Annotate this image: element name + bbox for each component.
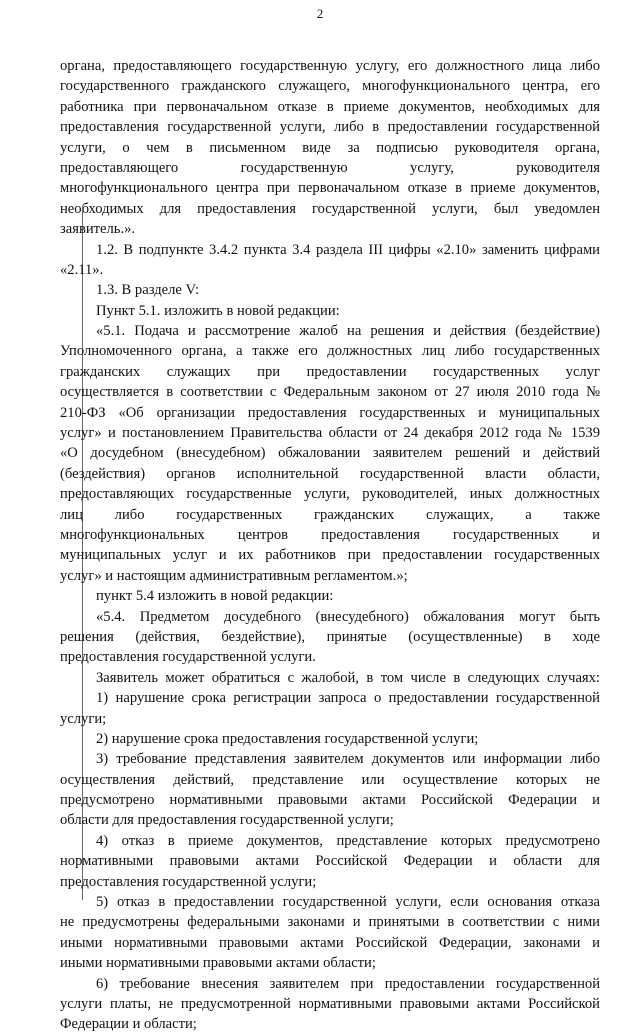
text-line: «5.4. Предметом досудебного (внесудебного) обжалования могут быть	[96, 608, 600, 625]
text-line: услуг» и настоящим административным регламентом.»;	[60, 567, 408, 584]
text-line: иными нормативными правовыми актами Российской Федерации, законами и	[60, 934, 600, 951]
text-line: 3) требование представления заявителем документов или информации либо	[96, 751, 600, 768]
text-line: 1) нарушение срока регистрации запроса о предоставлении государственной	[96, 690, 600, 707]
text-line: «О досудебном (внесудебном) обжаловании заявителем решений и действий	[60, 445, 600, 462]
text-line: иными нормативными правовыми актами области;	[60, 955, 376, 972]
text-line: нормативными правовыми актами Российской Федерации и области для	[60, 853, 600, 870]
text-line: пункт 5.4 изложить в новой редакции:	[96, 588, 334, 605]
text-line: предоставляющих государственные услуги, руководителей, иных должностных	[60, 486, 600, 503]
text-line: «2.11».	[60, 261, 104, 278]
text-line: (бездействия) органов исполнительной государственной власти области,	[60, 465, 600, 482]
text-line: необходимых для предоставления государственной услуги, был уведомлен	[60, 200, 600, 217]
text-line: многофункционального центра при первоначальном отказе в приеме документов,	[60, 180, 600, 197]
text-line: Уполномоченного органа, а также его должностных лиц либо государственных	[60, 343, 600, 360]
text-line: гражданских служащих при предоставлении государственных услуг	[60, 363, 600, 380]
text-line: заявитель.».	[60, 221, 136, 238]
page-number: 2	[316, 6, 324, 21]
text-line: работника при первоначальном отказе в приеме документов, необходимых для	[60, 98, 600, 115]
text-line: «5.1. Подача и рассмотрение жалоб на решения и действия (бездействие)	[96, 323, 600, 340]
text-line: услуг» и постановлением Правительства области от 24 декабря 2012 года № 1539	[60, 425, 600, 442]
text-line: государственного гражданского служащего, многофункционального центра, его	[60, 78, 600, 95]
text-line: осуществления действий, представление или осуществление которых не	[60, 771, 600, 788]
text-line: предоставления государственной услуги, либо в предоставлении государственной	[60, 119, 600, 136]
text-line: 210-ФЗ «Об организации предоставления государственных и муниципальных	[60, 404, 600, 421]
text-line: 1.3. В разделе V:	[96, 282, 200, 299]
text-line: Заявитель может обратиться с жалобой, в том числе в следующих случаях:	[96, 669, 600, 686]
text-line: услуги платы, не предусмотренной нормативными правовыми актами Российской	[60, 995, 600, 1012]
text-line: 5) отказ в предоставлении государственной услуги, если основания отказа	[96, 894, 600, 911]
text-line: 1.2. В подпункте 3.4.2 пункта 3.4 раздела III цифры «2.10» заменить цифрами	[96, 241, 600, 258]
text-line: муниципальных услуг и их работников при предоставлении государственных	[60, 547, 600, 564]
text-line: Федерации и области;	[60, 1016, 197, 1033]
text-line: услуги, о чем в письменном виде за подписью руководителя органа,	[60, 139, 600, 156]
text-line: осуществляется в соответствии с Федеральным законом от 27 июля 2010 года №	[60, 384, 600, 401]
text-line: предоставления государственной услуги;	[60, 873, 317, 890]
text-line: 6) требование внесения заявителем при предоставлении государственной	[96, 975, 600, 992]
text-line: услуги;	[60, 710, 107, 727]
text-line: предоставления государственной услуги.	[60, 649, 316, 666]
document-body	[60, 56, 600, 1035]
text-line: органа, предоставляющего государственную услугу, его должностного лица либо	[60, 58, 600, 74]
text-line: предусмотрено нормативными правовыми актами Российской Федерации и	[60, 792, 600, 809]
text-line: многофункциональных центров предоставления государственных и	[60, 526, 600, 543]
text-line: 2) нарушение срока предоставления государственной услуги;	[96, 730, 479, 747]
text-line: 4) отказ в приеме документов, представление которых предусмотрено	[96, 832, 600, 849]
text-line: области для предоставления государственной услуги;	[60, 812, 394, 829]
text-line: решения (действия, бездействие), принятые (осуществленные) в ходе	[60, 628, 600, 645]
text-line: предоставляющего государственную услугу, руководителя	[60, 159, 600, 176]
text-line: лиц либо государственных гражданских служащих, а также	[60, 506, 600, 523]
text-line: Пункт 5.1. изложить в новой редакции:	[96, 302, 340, 319]
text-line: не предусмотрены федеральными законами и принятыми в соответствии с ними	[60, 914, 600, 931]
